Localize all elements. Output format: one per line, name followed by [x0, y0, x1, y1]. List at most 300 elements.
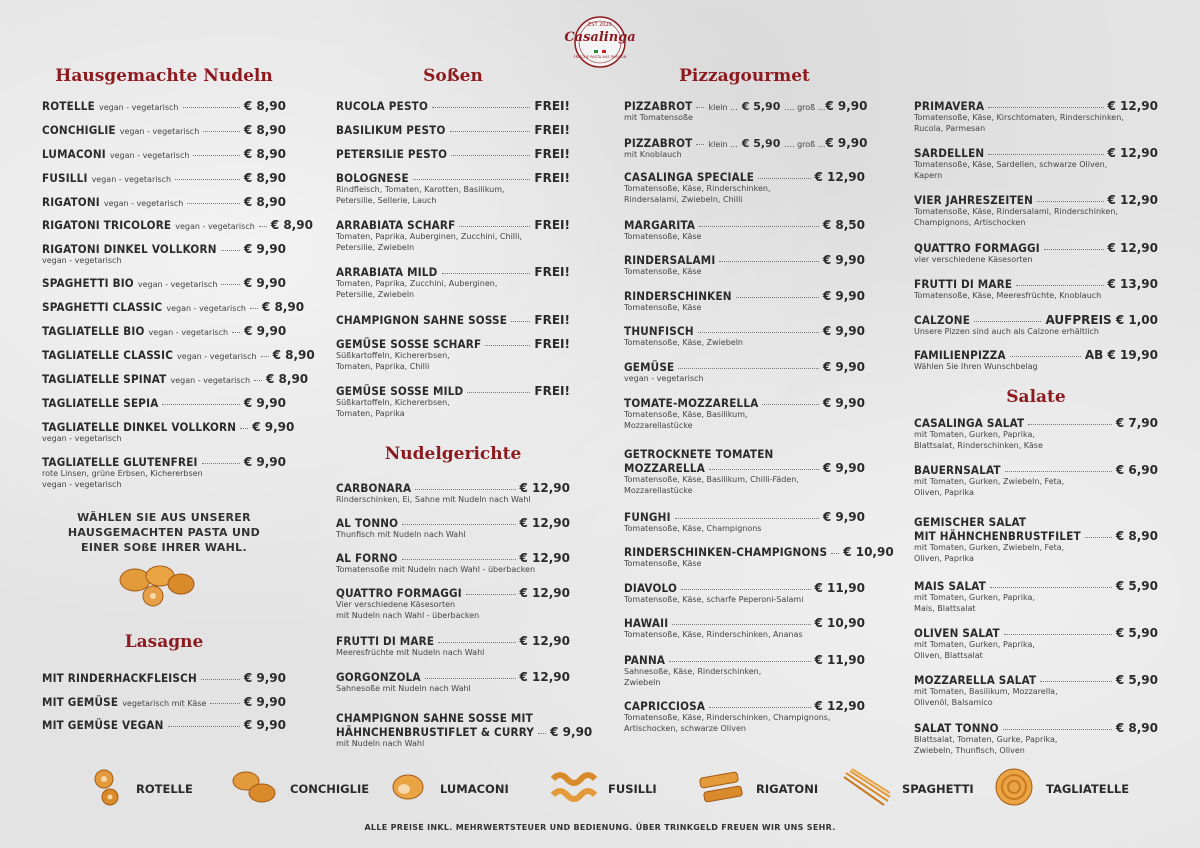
- menu-item: [624, 616, 865, 641]
- item-description: mit Nudeln nach Wahl: [336, 739, 425, 748]
- dot-leader: [672, 624, 810, 625]
- item-name: GEMÜSE SOSSE SCHARF: [336, 337, 482, 351]
- item-price: AUFPREIS € 1,00: [1045, 313, 1158, 327]
- menu-item: [42, 455, 286, 490]
- item-description: vegan - vegetarisch: [42, 434, 122, 443]
- item-price: € 8,50: [822, 218, 865, 232]
- menu-item: [914, 241, 1158, 266]
- dot-leader: [459, 226, 530, 227]
- item-description: Tomaten, Paprika, Auberginen, Zucchini, Chilli,: [336, 232, 523, 241]
- item-price: € 8,90: [243, 147, 286, 161]
- item-description: Tomatensoße, Käse, Rinderschinken,: [624, 184, 771, 193]
- menu-item-row: [336, 516, 570, 530]
- item-description: Olivenöl, Balsamico: [914, 697, 993, 707]
- dot-leader: [1004, 634, 1112, 635]
- item-name: THUNFISCH: [624, 324, 694, 338]
- item-name: PETERSILIE PESTO: [336, 147, 448, 161]
- item-price: € 12,90: [1107, 146, 1158, 160]
- item-description: Blattsalat, Rinderschinken, Käse: [914, 440, 1043, 450]
- item-description: Tomatensoße, Käse: [624, 232, 702, 241]
- menu-item-row: [336, 725, 593, 739]
- item-name: FRUTTI DI MARE: [336, 634, 435, 648]
- item-price: € 8,90: [261, 300, 305, 314]
- item-name: RUCOLA PESTO: [336, 99, 429, 113]
- item-price: FREI!: [534, 265, 570, 279]
- dot-leader: [466, 594, 516, 595]
- dot-leader: [451, 155, 530, 156]
- item-description: Sahnesoße, Käse, Rinderschinken,: [624, 667, 762, 676]
- item-price: € 12,90: [814, 170, 865, 184]
- item-price: € 9,90: [822, 324, 865, 338]
- logo-tagline: FRISCHE PASTA AUS PASSION: [573, 55, 627, 59]
- item-name: FUNGHI: [624, 510, 671, 524]
- legend-item-conchiglie: [230, 765, 369, 813]
- item-price: € 9,90: [243, 276, 286, 290]
- menu-item: [914, 348, 1158, 373]
- item-price: € 9,90: [252, 420, 295, 434]
- menu-item: [336, 586, 570, 621]
- item-description: Süßkartoffeln, Kichererbsen,: [336, 351, 450, 360]
- menu-item: [336, 516, 570, 541]
- item-price: € 9,90: [244, 324, 287, 338]
- item-name: FAMILIENPIZZA: [914, 348, 1006, 362]
- menu-item-row: [336, 313, 570, 327]
- item-note: vegan - vegetarisch: [177, 352, 257, 361]
- item-name: TAGLIATELLE DINKEL VOLLKORN: [42, 420, 237, 434]
- menu-item-row: [336, 586, 570, 600]
- menu-item-row: [42, 324, 286, 338]
- size-large-label: .... groß ...: [784, 103, 826, 112]
- menu-item: [914, 193, 1158, 228]
- menu-item-row: [624, 253, 865, 267]
- menu-item: [336, 218, 570, 253]
- item-price: FREI!: [534, 147, 570, 161]
- item-name: HAWAII: [624, 616, 669, 630]
- dot-leader: [261, 356, 269, 357]
- menu-item: [624, 136, 868, 161]
- menu-item: [336, 551, 570, 576]
- item-description: Mozzarellastücke: [624, 420, 693, 430]
- dot-leader: [202, 463, 240, 464]
- tagliatelle-icon: [992, 765, 1036, 813]
- item-name: TAGLIATELLE CLASSIC: [42, 348, 174, 362]
- item-price: € 9,90: [243, 671, 286, 685]
- item-price: € 5,90: [1115, 673, 1158, 687]
- item-description: Wählen Sie Ihren Wunschbelag: [914, 362, 1038, 371]
- menu-item: [914, 277, 1158, 302]
- menu-item: [336, 123, 570, 137]
- item-price: € 8,90: [272, 348, 315, 362]
- menu-item-row: [624, 360, 865, 374]
- item-description: vegan - vegetarisch: [624, 374, 704, 383]
- item-description: Tomatensoße, Käse, Zwiebeln: [624, 338, 743, 347]
- menu-item: [42, 396, 286, 410]
- item-description: Meeresfrüchte mit Nudeln nach Wahl: [336, 648, 485, 657]
- dot-leader: [1010, 356, 1081, 357]
- menu-item-row: [914, 579, 1158, 593]
- item-description: mit Tomaten, Basilikum, Mozzarella,: [914, 687, 1058, 696]
- menu-item: [336, 481, 570, 506]
- menu-item: [336, 99, 570, 113]
- dot-leader: [183, 107, 240, 108]
- menu-item-row: [42, 695, 286, 709]
- item-description: Tomaten, Paprika, Zucchini, Auberginen,: [336, 279, 498, 288]
- item-note: vegetarisch mit Käse: [122, 699, 207, 708]
- menu-item-row: [336, 265, 570, 279]
- menu-item: [914, 515, 1158, 564]
- item-name: TAGLIATELLE GLUTENFREI: [42, 455, 198, 469]
- menu-item-row: [624, 616, 865, 630]
- item-name: RINDERSALAMI: [624, 253, 716, 267]
- menu-item-row: [624, 289, 865, 303]
- item-name: GEMISCHER SALAT: [914, 515, 1027, 529]
- item-price: € 9,90: [243, 455, 286, 469]
- heading-pizzagourmet: Pizzagourmet: [679, 66, 810, 86]
- item-description: Blattsalat, Tomaten, Gurke, Paprika,: [914, 735, 1058, 744]
- menu-item-row: [914, 626, 1158, 640]
- item-name: MAIS SALAT: [914, 579, 986, 593]
- item-description: rote Linsen, grüne Erbsen, Kichererbsen: [42, 469, 203, 478]
- menu-item-row: [42, 396, 286, 410]
- item-name: GORGONZOLA: [336, 670, 421, 684]
- item-name: PIZZABROT: [624, 99, 693, 113]
- menu-item-row: [336, 171, 570, 185]
- size-small-label: klein ...: [708, 103, 738, 112]
- menu-item: [914, 99, 1158, 134]
- footer-note: ALLE PREISE INKL. MEHRWERTSTEUER UND BEDIENUNG. ÜBER TRINKGELD FREUEN WIR UNS SEHR.: [364, 823, 836, 832]
- item-description: Thunfisch mit Nudeln nach Wahl: [336, 530, 466, 539]
- dot-leader: [831, 553, 839, 554]
- dot-leader: [681, 589, 810, 590]
- item-price: € 7,90: [1115, 416, 1158, 430]
- dot-leader: [193, 155, 239, 156]
- item-price: € 12,90: [519, 516, 570, 530]
- item-description: mit Tomaten, Gurken, Paprika,: [914, 430, 1035, 439]
- menu-item-row: [914, 529, 1158, 543]
- menu-item: [336, 313, 570, 327]
- menu-item-row: [336, 384, 570, 398]
- item-description: Mais, Blattsalat: [914, 603, 976, 613]
- item-description: Petersilie, Zwiebeln: [336, 289, 415, 299]
- legend-item-rigatoni: [696, 765, 818, 813]
- item-note: vegan - vegetarisch: [91, 175, 172, 184]
- item-note: vegan - vegetarisch: [166, 304, 246, 313]
- item-price: FREI!: [534, 218, 570, 232]
- menu-item: [624, 253, 865, 278]
- item-name: CAPRICCIOSA: [624, 699, 706, 713]
- item-description: Tomatensoße, Käse: [624, 559, 702, 568]
- menu-item-row: [336, 337, 570, 351]
- rotelle-icon: [90, 767, 126, 811]
- dot-leader: [1037, 201, 1103, 202]
- menu-item-row: [336, 99, 570, 113]
- item-description: Tomatensoße, Käse: [624, 267, 702, 276]
- item-name: TAGLIATELLE SPINAT: [42, 372, 167, 386]
- item-note: vegan - vegetarisch: [119, 127, 200, 136]
- item-description: Artischocken, schwarze Oliven: [624, 723, 746, 733]
- dot-leader: [990, 587, 1112, 588]
- item-name: CONCHIGLIE: [42, 123, 116, 137]
- menu-item-row: [914, 673, 1158, 687]
- item-note: vegan - vegetarisch: [148, 328, 229, 337]
- item-name: AL TONNO: [336, 516, 399, 530]
- dot-leader: [696, 107, 704, 108]
- item-name: VIER JAHRESZEITEN: [914, 193, 1034, 207]
- menu-item-row: [42, 276, 286, 290]
- item-price: € 6,90: [1115, 463, 1158, 477]
- item-description: vegan - vegetarisch: [42, 479, 122, 489]
- item-name: ARRABIATA MILD: [336, 265, 438, 279]
- dot-leader: [203, 131, 240, 132]
- menu-item: [336, 711, 593, 750]
- item-description: Oliven, Paprika: [914, 553, 974, 563]
- heading-nudelgerichte: Nudelgerichte: [384, 444, 522, 464]
- menu-item: [914, 579, 1158, 614]
- menu-item-row: [336, 481, 570, 495]
- menu-item-row: [42, 171, 286, 185]
- item-price: € 9,90: [243, 396, 286, 410]
- menu-item-row: [42, 99, 286, 113]
- item-price: AB € 19,90: [1084, 348, 1158, 362]
- dot-leader: [442, 273, 531, 274]
- logo-name: Casalinga: [564, 30, 636, 45]
- legend-label: FUSILLI: [608, 782, 657, 796]
- item-name: RINDERSCHINKEN: [624, 289, 732, 303]
- item-name: MARGARITA: [624, 218, 696, 232]
- item-name: MIT GEMÜSE VEGAN: [42, 718, 164, 732]
- menu-item: [624, 99, 868, 124]
- dot-leader: [1016, 285, 1103, 286]
- dot-leader: [162, 404, 239, 405]
- dot-leader: [758, 178, 810, 179]
- menu-item-row: [914, 463, 1158, 477]
- item-price: FREI!: [534, 99, 570, 113]
- dot-leader: [699, 226, 819, 227]
- menu-item-row: [42, 420, 295, 434]
- menu-item: [624, 396, 865, 431]
- item-description: Tomatensoße, Käse, Rindersalami, Rinderschinken,: [914, 207, 1118, 216]
- item-description: Tomatensoße, Käse: [624, 303, 702, 312]
- item-name-line2: HÄHNCHENBRUSTIFLET & CURRY: [336, 725, 535, 739]
- menu-item: [624, 218, 865, 243]
- dot-leader: [240, 428, 248, 429]
- item-price: € 8,90: [243, 123, 286, 137]
- item-description: mit Tomaten, Gurken, Paprika,: [914, 640, 1035, 649]
- item-price: € 12,90: [519, 634, 570, 648]
- small-price: € 5,90: [741, 137, 781, 150]
- menu-item: [42, 242, 286, 267]
- item-description: mit Tomaten, Gurken, Zwiebeln, Feta,: [914, 543, 1065, 552]
- menu-item-row: [624, 324, 865, 338]
- item-price: € 10,90: [814, 616, 865, 630]
- pasta-note-line: HAUSGEMACHTEN PASTA UND: [67, 526, 261, 539]
- item-name: GEMÜSE: [624, 360, 675, 374]
- menu-item-row: [914, 313, 1158, 327]
- menu-item: [336, 171, 570, 206]
- column-pizza-salate: [914, 0, 1158, 848]
- item-price: FREI!: [534, 384, 570, 398]
- menu-item-row: [914, 193, 1158, 207]
- dot-leader: [1040, 681, 1112, 682]
- menu-item: [42, 348, 315, 362]
- pasta-note-line: EINER SOßE IHRER WAHL.: [81, 541, 247, 554]
- item-name: PRIMAVERA: [914, 99, 985, 113]
- item-price: € 8,90: [243, 99, 286, 113]
- item-price: € 12,90: [1107, 99, 1158, 113]
- item-price: € 13,90: [1107, 277, 1158, 291]
- menu-item-row: [336, 634, 570, 648]
- dot-leader: [719, 261, 818, 262]
- item-name: SPAGHETTI CLASSIC: [42, 300, 163, 314]
- small-price: € 5,90: [741, 100, 781, 113]
- item-description: mit Nudeln nach Wahl - überbacken: [336, 610, 480, 620]
- menu-item-row: [914, 348, 1158, 362]
- item-description: Oliven, Blattsalat: [914, 650, 983, 660]
- column-sossen: [336, 0, 593, 848]
- item-price: FREI!: [534, 337, 570, 351]
- dot-leader: [709, 469, 819, 470]
- item-name: BOLOGNESE: [336, 171, 409, 185]
- menu-item: [336, 337, 570, 372]
- menu-item-row: [336, 147, 570, 161]
- item-price: € 9,90: [243, 718, 286, 732]
- menu-item-row: [336, 711, 570, 725]
- item-description: Tomatensoße, Käse, Kirschtomaten, Rinderschinken,: [914, 113, 1124, 122]
- item-note: vegan - vegetarisch: [170, 376, 251, 385]
- size-small-label: klein ...: [708, 140, 738, 149]
- item-name: ROTELLE: [42, 99, 95, 113]
- item-price: € 9,90: [822, 396, 865, 410]
- conchiglie-icon: [230, 767, 280, 811]
- menu-item: [42, 420, 295, 445]
- item-price: FREI!: [534, 171, 570, 185]
- item-description: Tomatensoße, Käse, Champignons: [624, 524, 762, 533]
- dot-leader: [669, 661, 810, 662]
- menu-item-row: [42, 671, 286, 685]
- item-name: PANNA: [624, 653, 666, 667]
- item-name: AL FORNO: [336, 551, 398, 565]
- dot-leader: [1044, 249, 1104, 250]
- item-price: € 12,90: [519, 586, 570, 600]
- column-pizza: [624, 0, 894, 848]
- dot-leader: [696, 144, 704, 145]
- menu-item-row: [914, 721, 1158, 735]
- item-price: € 12,90: [519, 670, 570, 684]
- menu-item: [42, 171, 286, 185]
- menu-item-row: [42, 195, 286, 209]
- menu-item: [624, 510, 865, 535]
- menu-item-row: [624, 461, 865, 475]
- menu-item: [42, 300, 305, 314]
- item-name: TOMATE-MOZZARELLA: [624, 396, 759, 410]
- dot-leader: [402, 524, 515, 525]
- item-price: € 9,90: [822, 461, 865, 475]
- item-price: € 8,90: [270, 218, 313, 232]
- dot-leader: [709, 707, 810, 708]
- dot-leader: [402, 559, 516, 560]
- dot-leader: [168, 726, 240, 727]
- dot-leader: [210, 703, 239, 704]
- item-description: mit Tomaten, Gurken, Paprika,: [914, 593, 1035, 602]
- item-description: Petersilie, Sellerie, Lauch: [336, 195, 437, 205]
- menu-item-row: [624, 545, 894, 559]
- menu-item-row: [914, 146, 1158, 160]
- menu-item-row: [42, 455, 286, 469]
- legend-item-lumaconi: [390, 765, 509, 813]
- legend-label: ROTELLE: [136, 782, 193, 796]
- legend-label: CONCHIGLIE: [290, 782, 370, 796]
- item-description: Rinderschinken, Ei, Sahne mit Nudeln nach Wahl: [336, 495, 531, 504]
- item-name: TAGLIATELLE SEPIA: [42, 396, 159, 410]
- menu-item-row: [914, 277, 1158, 291]
- menu-item-row: [336, 551, 570, 565]
- heading-salate: Salate: [1006, 387, 1066, 407]
- item-price: € 8,90: [243, 171, 286, 185]
- dot-leader: [988, 154, 1103, 155]
- item-price: € 9,90: [822, 289, 865, 303]
- item-price: € 5,90: [1115, 626, 1158, 640]
- item-description: Tomaten, Paprika: [336, 408, 405, 418]
- dot-leader: [221, 250, 240, 251]
- item-name: CALZONE: [914, 313, 971, 327]
- legend-label: RIGATONI: [756, 782, 819, 796]
- menu-item: [624, 447, 865, 496]
- item-name-line2: MOZZARELLA: [624, 461, 705, 475]
- menu-item-row: [624, 581, 865, 595]
- menu-item-row: [624, 99, 868, 113]
- item-name: MIT GEMÜSE: [42, 695, 119, 709]
- legend-item-spaghetti: [842, 765, 974, 813]
- menu-item: [336, 634, 570, 659]
- dot-leader: [450, 131, 531, 132]
- item-price: € 12,90: [814, 699, 865, 713]
- menu-item-row: [336, 123, 570, 137]
- item-note: vegan - vegetarisch: [98, 103, 179, 112]
- dot-leader: [438, 642, 515, 643]
- dot-leader: [678, 368, 818, 369]
- item-description: Tomaten, Paprika, Chilli: [336, 361, 430, 371]
- menu-item-row: [624, 653, 865, 667]
- item-name: QUATTRO FORMAGGI: [336, 586, 462, 600]
- item-description: Tomatensoße mit Nudeln nach Wahl - überbacken: [336, 565, 536, 574]
- item-price: € 9,90: [825, 136, 868, 150]
- menu-item: [914, 416, 1158, 451]
- menu-item: [42, 195, 286, 209]
- item-name: RIGATONI DINKEL VOLLKORN: [42, 242, 217, 256]
- menu-item-row: [624, 170, 865, 184]
- item-description: Süßkartoffeln, Kichererbsen,: [336, 398, 450, 407]
- item-price: FREI!: [534, 313, 570, 327]
- item-name: BAUERNSALAT: [914, 463, 1001, 477]
- item-note: vegan - vegetarisch: [109, 151, 190, 160]
- item-description: Tomatensoße, Käse, Rinderschinken, Champignons,: [624, 713, 831, 722]
- item-note: vegan - vegetarisch: [137, 280, 218, 289]
- item-description: Rindfleisch, Tomaten, Karotten, Basilikum,: [336, 185, 505, 194]
- menu-item: [914, 673, 1158, 708]
- dot-leader: [762, 404, 818, 405]
- item-name: SPAGHETTI BIO: [42, 276, 134, 290]
- item-name: BASILIKUM PESTO: [336, 123, 446, 137]
- menu-item-row: [336, 218, 570, 232]
- dot-leader: [736, 297, 819, 298]
- spaghetti-icon: [842, 767, 892, 811]
- dot-leader: [201, 679, 240, 680]
- menu-item-row: [624, 447, 865, 461]
- item-price: € 9,90: [243, 695, 286, 709]
- item-price: € 8,90: [1115, 721, 1158, 735]
- menu-item: [336, 265, 570, 300]
- item-price: € 9,90: [825, 99, 868, 113]
